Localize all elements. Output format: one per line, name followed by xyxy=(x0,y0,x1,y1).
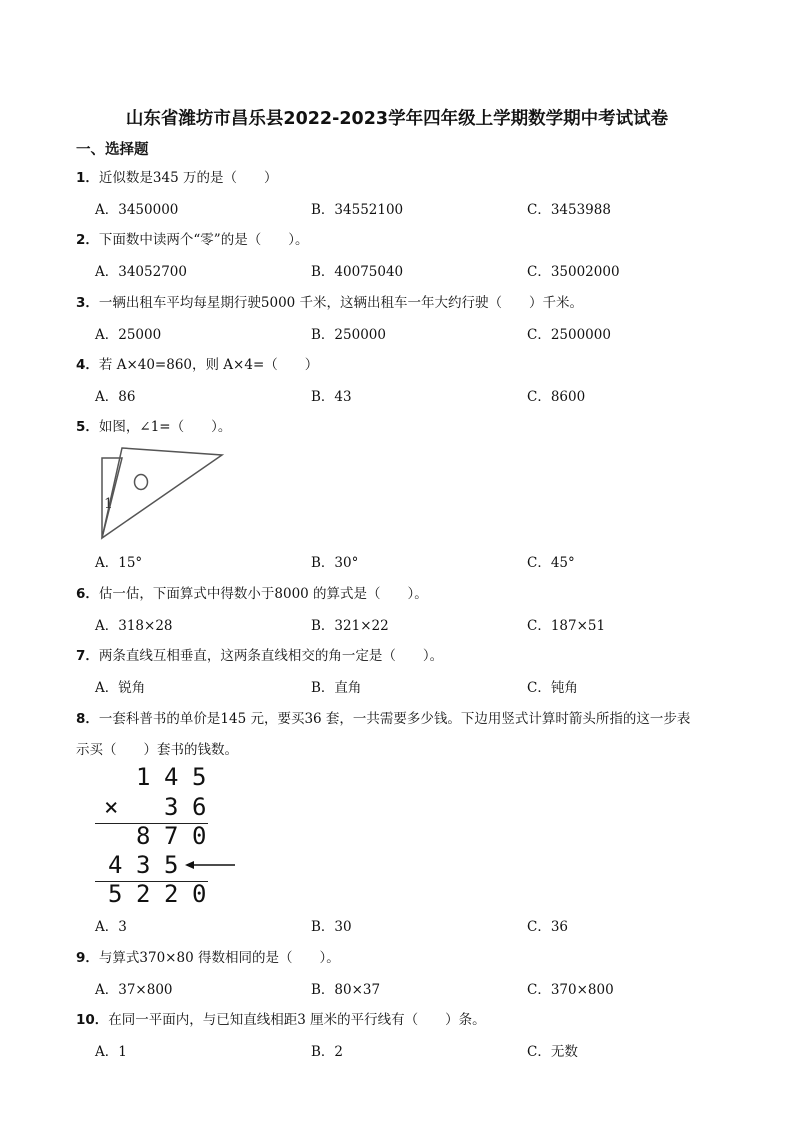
option-c[interactable]: C．45° xyxy=(527,555,575,571)
arrow-left-icon xyxy=(183,857,237,873)
question-text: 一套科普书的单价是145 元，要买36 套，一共需要多少钱。下边用竖式计算时箭头所指的这一步表 xyxy=(98,711,691,727)
option-c[interactable]: C．36 xyxy=(527,919,569,935)
question-text: 一辆出租车平均每星期行驶5000 千米，这辆出租车一年大约行驶（ ）千米。 xyxy=(98,295,584,311)
calc-digit: 5 xyxy=(192,763,207,791)
calc-digit: 2 xyxy=(136,880,151,908)
question-number: 1． xyxy=(76,170,99,186)
question-text: 若 A×40=860，则 A×4=（ ） xyxy=(98,357,319,373)
question-10 xyxy=(76,1008,486,1028)
question-9 xyxy=(76,946,340,966)
question-5 xyxy=(76,415,231,435)
option-b[interactable]: B．34552100 xyxy=(311,202,404,218)
calc-digit: 0 xyxy=(192,822,207,850)
question-text: 如图，∠1=（ ）。 xyxy=(98,419,232,435)
multiply-sign: × xyxy=(104,793,119,821)
calc-digit: 4 xyxy=(108,851,123,879)
option-a[interactable]: A．锐角 xyxy=(95,680,146,696)
question-text: 下面数中读两个“零”的是（ ）。 xyxy=(98,232,309,248)
option-c[interactable]: C．2500000 xyxy=(527,327,611,343)
option-c[interactable]: C．无数 xyxy=(527,1044,578,1060)
option-c[interactable]: C．370×800 xyxy=(527,982,614,998)
calc-digit: 5 xyxy=(108,880,123,908)
option-a[interactable]: A．3 xyxy=(95,919,127,935)
ruler-hole xyxy=(135,475,148,490)
question-number: 9． xyxy=(76,950,99,966)
question-1 xyxy=(76,166,277,186)
option-b[interactable]: B．40075040 xyxy=(311,264,404,280)
question-number: 5． xyxy=(76,419,99,435)
option-a[interactable]: A．3450000 xyxy=(95,202,179,218)
question-number: 8． xyxy=(76,711,99,727)
question-text: 估一估，下面算式中得数小于8000 的算式是（ ）。 xyxy=(98,586,428,602)
option-b[interactable]: B．直角 xyxy=(311,680,362,696)
option-a[interactable]: A．318×28 xyxy=(95,618,173,634)
question-3 xyxy=(76,291,583,311)
section-heading: 一、选择题 xyxy=(76,142,149,158)
question-number: 6． xyxy=(76,586,99,602)
question-number: 4． xyxy=(76,357,99,373)
calc-digit: 3 xyxy=(164,793,179,821)
question-text: 在同一平面内，与已知直线相距3 厘米的平行线有（ ）条。 xyxy=(108,1012,486,1028)
calc-digit: 1 xyxy=(136,763,151,791)
angle-1-label: 1 xyxy=(104,496,113,512)
option-c[interactable]: C．35002000 xyxy=(527,264,620,280)
question-7 xyxy=(76,644,443,664)
option-b[interactable]: B．80×37 xyxy=(311,982,381,998)
question-6 xyxy=(76,582,428,602)
option-c[interactable]: C．3453988 xyxy=(527,202,611,218)
set-square-figure xyxy=(95,440,230,545)
option-b[interactable]: B．2 xyxy=(311,1044,344,1060)
option-a[interactable]: A．86 xyxy=(95,389,136,405)
calc-digit: 2 xyxy=(164,880,179,908)
question-text: 两条直线互相垂直，这两条直线相交的角一定是（ ）。 xyxy=(98,648,444,664)
option-c[interactable]: C．187×51 xyxy=(527,618,606,634)
question-number: 2． xyxy=(76,232,99,248)
calc-digit: 8 xyxy=(136,822,151,850)
calc-digit: 6 xyxy=(192,793,207,821)
option-a[interactable]: A．1 xyxy=(95,1044,127,1060)
question-number: 7． xyxy=(76,648,99,664)
option-a[interactable]: A．15° xyxy=(95,555,143,571)
calc-digit: 4 xyxy=(164,763,179,791)
page-title: 山东省潍坊市昌乐县2022-2023学年四年级上学期数学期中考试试卷 xyxy=(125,109,669,129)
option-a[interactable]: A．34052700 xyxy=(95,264,187,280)
option-b[interactable]: B．43 xyxy=(311,389,352,405)
calc-digit: 7 xyxy=(164,822,179,850)
calc-digit: 0 xyxy=(192,880,207,908)
option-b[interactable]: B．30° xyxy=(311,555,359,571)
calc-digit: 3 xyxy=(136,851,151,879)
question-2 xyxy=(76,228,308,248)
option-b[interactable]: B．321×22 xyxy=(311,618,389,634)
question-text: 与算式370×80 得数相同的是（ ）。 xyxy=(98,950,340,966)
option-c[interactable]: C．8600 xyxy=(527,389,586,405)
question-8-continued: 示买（ ）套书的钱数。 xyxy=(76,742,238,758)
option-c[interactable]: C．钝角 xyxy=(527,680,578,696)
option-a[interactable]: A．37×800 xyxy=(95,982,173,998)
question-text: 近似数是345 万的是（ ） xyxy=(98,170,278,186)
question-4 xyxy=(76,353,318,373)
calc-digit: 5 xyxy=(164,851,179,879)
option-b[interactable]: B．30 xyxy=(311,919,352,935)
option-b[interactable]: B．250000 xyxy=(311,327,386,343)
option-a[interactable]: A．25000 xyxy=(95,327,162,343)
question-8 xyxy=(76,707,690,727)
question-number: 10． xyxy=(76,1012,109,1028)
triangle-ruler-front xyxy=(102,448,222,538)
question-number: 3． xyxy=(76,295,99,311)
